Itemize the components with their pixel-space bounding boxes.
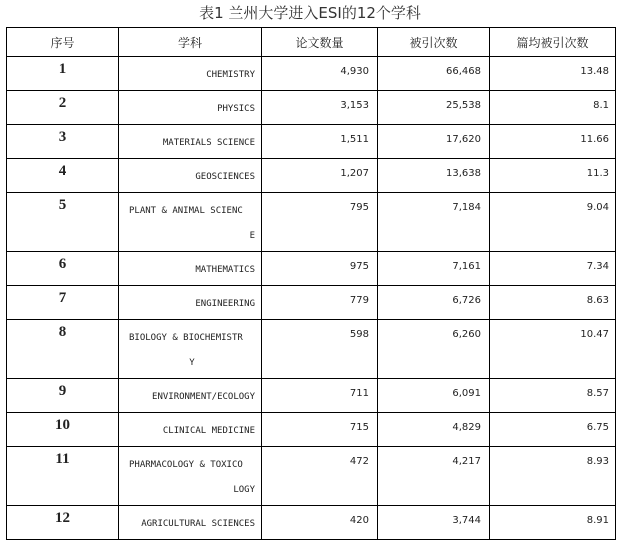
cell-citations: 6,091 [378, 379, 490, 413]
table-row [7, 193, 616, 252]
cell-avg: 11.3 [490, 159, 616, 193]
cell-papers: 795 [262, 193, 378, 252]
cell-no: 7 [7, 286, 119, 320]
cell-subject: GEOSCIENCES [119, 159, 262, 193]
cell-no: 6 [7, 252, 119, 286]
cell-avg: 9.04 [490, 193, 616, 252]
table-row [7, 379, 616, 413]
cell-papers: 975 [262, 252, 378, 286]
cell-avg: 11.66 [490, 125, 616, 159]
cell-no: 1 [7, 57, 119, 91]
cell-subject: PHYSICS [119, 91, 262, 125]
cell-no: 5 [7, 193, 119, 252]
cell-papers: 598 [262, 320, 378, 379]
cell-no: 11 [7, 447, 119, 506]
table-row [7, 91, 616, 125]
header-avg-citations: 篇均被引次数 [490, 28, 616, 57]
cell-subject: ENGINEERING [119, 286, 262, 320]
cell-subject: CHEMISTRY [119, 57, 262, 91]
cell-papers: 472 [262, 447, 378, 506]
cell-citations: 17,620 [378, 125, 490, 159]
cell-avg: 8.57 [490, 379, 616, 413]
table-row [7, 413, 616, 447]
cell-subject: MATHEMATICS [119, 252, 262, 286]
cell-subject: ENVIRONMENT/ECOLOGY [119, 379, 262, 413]
table-row [7, 506, 616, 540]
cell-citations: 66,468 [378, 57, 490, 91]
cell-avg: 6.75 [490, 413, 616, 447]
cell-subject-line1: BIOLOGY & BIOCHEMISTR [129, 333, 243, 343]
cell-subject-line2: LOGY [233, 485, 255, 495]
cell-papers: 779 [262, 286, 378, 320]
header-papers: 论文数量 [262, 28, 378, 57]
table-row [7, 252, 616, 286]
cell-avg: 8.91 [490, 506, 616, 540]
cell-no: 9 [7, 379, 119, 413]
table-row [7, 286, 616, 320]
cell-subject [119, 447, 262, 506]
cell-papers: 420 [262, 506, 378, 540]
cell-avg: 7.34 [490, 252, 616, 286]
cell-avg: 8.93 [490, 447, 616, 506]
cell-citations: 7,161 [378, 252, 490, 286]
cell-citations: 6,260 [378, 320, 490, 379]
cell-no: 12 [7, 506, 119, 540]
table-row [7, 320, 616, 379]
table-header-row [7, 28, 616, 57]
cell-no: 8 [7, 320, 119, 379]
cell-citations: 4,217 [378, 447, 490, 506]
cell-papers: 4,930 [262, 57, 378, 91]
cell-subject: AGRICULTURAL SCIENCES [119, 506, 262, 540]
cell-citations: 25,538 [378, 91, 490, 125]
cell-papers: 1,511 [262, 125, 378, 159]
cell-avg: 13.48 [490, 57, 616, 91]
cell-subject-line2: Y [189, 358, 195, 368]
cell-citations: 3,744 [378, 506, 490, 540]
header-citations: 被引次数 [378, 28, 490, 57]
cell-subject-line1: PHARMACOLOGY & TOXICO [129, 460, 243, 470]
esi-subjects-table [6, 27, 616, 540]
cell-subject-line2: E [249, 231, 255, 241]
cell-citations: 7,184 [378, 193, 490, 252]
cell-avg: 8.1 [490, 91, 616, 125]
cell-avg: 10.47 [490, 320, 616, 379]
cell-avg: 8.63 [490, 286, 616, 320]
cell-citations: 13,638 [378, 159, 490, 193]
table-row [7, 159, 616, 193]
cell-papers: 1,207 [262, 159, 378, 193]
cell-citations: 4,829 [378, 413, 490, 447]
header-no: 序号 [7, 28, 119, 57]
cell-subject [119, 193, 262, 252]
table-row [7, 447, 616, 506]
table-row [7, 57, 616, 91]
cell-subject: CLINICAL MEDICINE [119, 413, 262, 447]
cell-no: 10 [7, 413, 119, 447]
cell-no: 4 [7, 159, 119, 193]
cell-citations: 6,726 [378, 286, 490, 320]
cell-subject: MATERIALS SCIENCE [119, 125, 262, 159]
cell-no: 3 [7, 125, 119, 159]
table-row [7, 125, 616, 159]
header-subject: 学科 [119, 28, 262, 57]
cell-papers: 3,153 [262, 91, 378, 125]
cell-no: 2 [7, 91, 119, 125]
cell-subject-line1: PLANT & ANIMAL SCIENC [129, 206, 243, 216]
cell-papers: 711 [262, 379, 378, 413]
cell-subject [119, 320, 262, 379]
cell-papers: 715 [262, 413, 378, 447]
table-caption: 表1 兰州大学进入ESI的12个学科 [199, 4, 421, 22]
